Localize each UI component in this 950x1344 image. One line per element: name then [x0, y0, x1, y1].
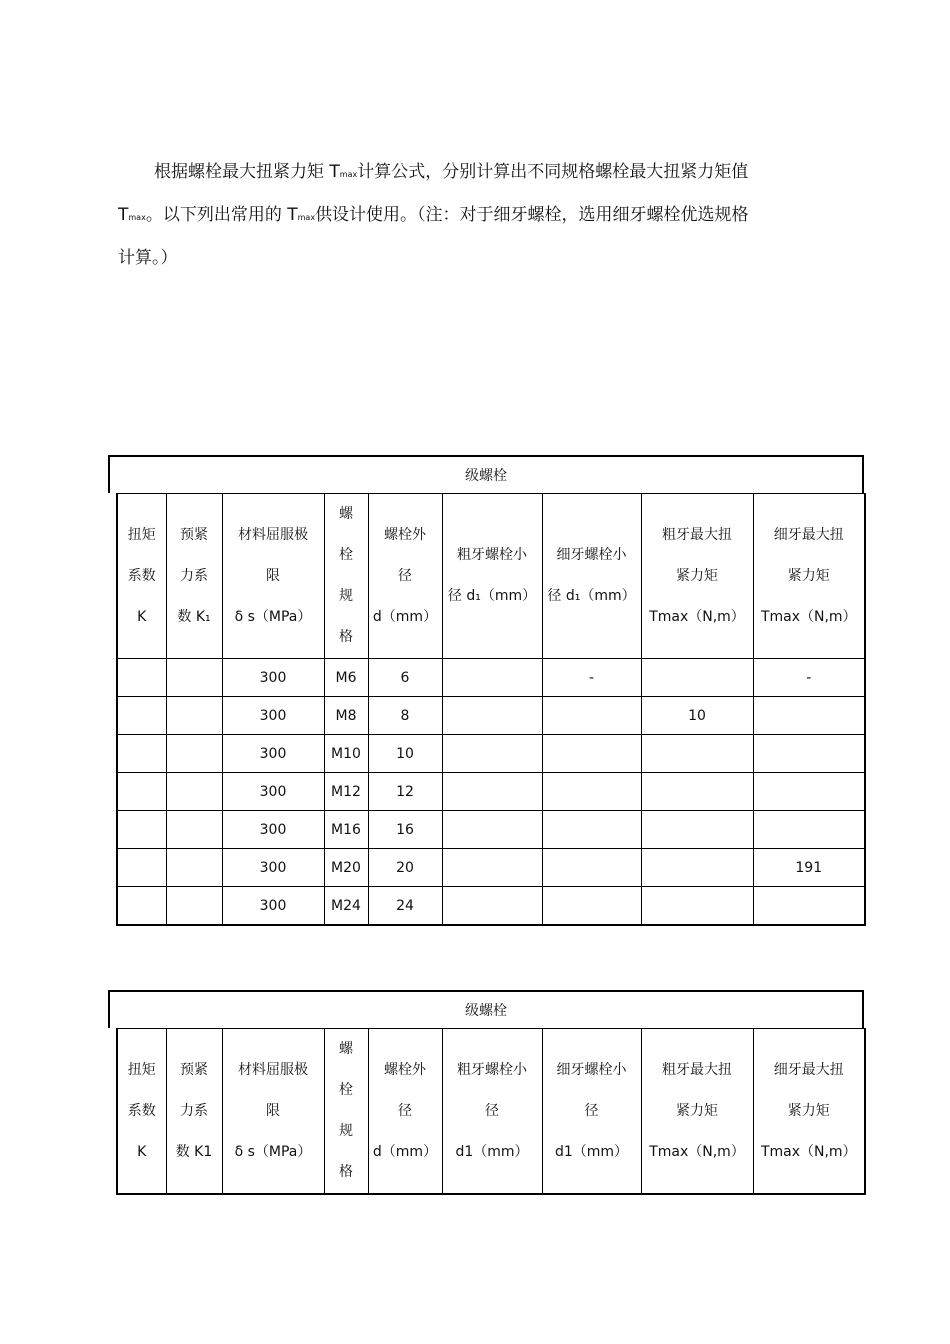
header-line: 规	[339, 588, 353, 604]
header-line: 径 d₁（mm）	[447, 588, 537, 604]
cell-fine-max-torque	[753, 773, 865, 811]
cell-yield-limit: 300	[222, 659, 324, 697]
header-line: 扭矩	[127, 1061, 156, 1078]
cell-bolt-spec: M24	[324, 887, 368, 926]
header-line: 粗牙螺栓小	[457, 1061, 527, 1078]
cell-preload-coefficient	[166, 849, 222, 887]
table1-title: 级螺栓	[108, 455, 864, 493]
cell-preload-coefficient	[166, 735, 222, 773]
cell-outer-diameter: 24	[368, 887, 442, 926]
cell-preload-coefficient	[166, 773, 222, 811]
header-line: Tmax（N,m）	[760, 1143, 857, 1160]
cell-outer-diameter: 8	[368, 697, 442, 735]
cell-coarse-max-torque	[641, 773, 753, 811]
intro-line2-a: T	[118, 205, 129, 225]
cell-fine-minor-diameter	[542, 887, 641, 926]
header-line: K	[137, 608, 147, 625]
header-line: 力系	[180, 1102, 208, 1119]
table2-header-preload-coefficient	[166, 1029, 222, 1195]
table-row	[117, 697, 865, 735]
cell-outer-diameter: 16	[368, 811, 442, 849]
intro-line1-sub: max	[339, 170, 358, 179]
cell-coarse-minor-diameter	[442, 887, 542, 926]
header-line: 细牙最大扭	[773, 1061, 844, 1078]
table1-header-coarse-minor-diameter	[442, 494, 542, 659]
header-line: 规	[339, 1123, 353, 1139]
header-line: 系数	[127, 567, 156, 584]
cell-fine-max-torque	[753, 887, 865, 926]
header-line: 力系	[180, 567, 208, 584]
header-line: 格	[339, 629, 353, 645]
cell-coarse-max-torque: 10	[641, 697, 753, 735]
cell-preload-coefficient	[166, 887, 222, 926]
header-line: 细牙最大扭	[773, 526, 844, 543]
cell-coarse-minor-diameter	[442, 735, 542, 773]
cell-bolt-spec: M12	[324, 773, 368, 811]
header-line: 预紧	[180, 526, 208, 543]
cell-bolt-spec: M10	[324, 735, 368, 773]
intro-line2-c: 供设计使用。（注：对于细牙螺栓，选用细牙螺栓优选规格	[315, 205, 749, 225]
table1-header-torque-coefficient	[117, 494, 166, 659]
header-line: Tmax（N,m）	[649, 608, 745, 625]
table-row	[117, 887, 865, 926]
cell-bolt-spec: M20	[324, 849, 368, 887]
header-line: d1（mm）	[455, 1143, 529, 1160]
cell-outer-diameter: 20	[368, 849, 442, 887]
table1-header-bolt-spec	[324, 494, 368, 659]
header-line: K	[137, 1143, 147, 1160]
header-line: d（mm）	[372, 608, 438, 625]
cell-fine-minor-diameter	[542, 697, 641, 735]
table2-header-torque-coefficient	[117, 1029, 166, 1195]
header-line: 材料屈服极	[238, 1061, 308, 1078]
cell-torque-coefficient	[117, 773, 166, 811]
intro-line2-b: 。以下列出常用的 T	[145, 205, 298, 225]
header-line: 限	[266, 1102, 280, 1119]
table-row	[117, 811, 865, 849]
cell-outer-diameter: 6	[368, 659, 442, 697]
cell-fine-minor-diameter	[542, 849, 641, 887]
cell-coarse-minor-diameter	[442, 659, 542, 697]
cell-fine-minor-diameter	[542, 811, 641, 849]
intro-line2-sub1: max	[128, 213, 146, 222]
cell-coarse-minor-diameter	[442, 849, 542, 887]
table2-header-bolt-spec	[324, 1029, 368, 1195]
header-line: 细牙螺栓小	[556, 1061, 627, 1078]
table1-header-fine-minor-diameter	[542, 494, 641, 659]
table-row	[117, 849, 865, 887]
intro-line3: 计算。）	[118, 248, 178, 268]
cell-fine-max-torque	[753, 697, 865, 735]
header-line: d1（mm）	[554, 1143, 629, 1160]
cell-bolt-spec: M6	[324, 659, 368, 697]
cell-preload-coefficient	[166, 659, 222, 697]
header-line: 螺	[339, 506, 353, 522]
header-line: 粗牙最大扭	[662, 526, 732, 543]
header-line: δ s（MPa）	[234, 1143, 312, 1160]
intro-paragraph	[118, 152, 838, 279]
cell-torque-coefficient	[117, 887, 166, 926]
cell-preload-coefficient	[166, 811, 222, 849]
bolt-table-1	[108, 455, 864, 926]
header-line: 系数	[127, 1102, 156, 1119]
cell-coarse-minor-diameter	[442, 773, 542, 811]
cell-yield-limit: 300	[222, 811, 324, 849]
cell-coarse-minor-diameter	[442, 811, 542, 849]
cell-fine-max-torque	[753, 811, 865, 849]
cell-bolt-spec: M16	[324, 811, 368, 849]
cell-preload-coefficient	[166, 697, 222, 735]
table2-header-coarse-minor-diameter	[442, 1029, 542, 1195]
cell-torque-coefficient	[117, 659, 166, 697]
intro-line1-b: 计算公式，分别计算出不同规格螺栓最大扭紧力矩值	[357, 162, 749, 182]
header-line: 螺	[339, 1041, 353, 1057]
cell-yield-limit: 300	[222, 735, 324, 773]
cell-torque-coefficient	[117, 849, 166, 887]
cell-outer-diameter: 12	[368, 773, 442, 811]
cell-torque-coefficient	[117, 735, 166, 773]
header-line: 螺栓外	[384, 526, 426, 543]
cell-coarse-max-torque	[641, 735, 753, 773]
cell-coarse-max-torque	[641, 659, 753, 697]
header-line: 紧力矩	[787, 1102, 830, 1119]
cell-coarse-max-torque	[641, 849, 753, 887]
cell-coarse-max-torque	[641, 811, 753, 849]
header-line: 限	[266, 567, 280, 584]
table-row	[117, 773, 865, 811]
header-line: 径	[584, 1102, 599, 1119]
header-line: 紧力矩	[676, 567, 718, 584]
cell-fine-minor-diameter	[542, 735, 641, 773]
cell-coarse-max-torque	[641, 887, 753, 926]
table2-header-coarse-max-torque	[641, 1029, 753, 1195]
header-line: 紧力矩	[787, 567, 830, 584]
table1-header-coarse-max-torque	[641, 494, 753, 659]
intro-line2-sub2: max	[297, 213, 316, 222]
table2-header-fine-minor-diameter	[542, 1029, 641, 1195]
header-line: δ s（MPa）	[234, 608, 312, 625]
cell-outer-diameter: 10	[368, 735, 442, 773]
table1-body	[117, 659, 865, 926]
table-row	[117, 659, 865, 697]
table2-header-yield-limit	[222, 1029, 324, 1195]
header-line: 螺栓外	[384, 1061, 426, 1078]
header-line: Tmax（N,m）	[649, 1143, 745, 1160]
cell-fine-max-torque	[753, 735, 865, 773]
header-line: 栓	[339, 547, 353, 563]
header-line: 径 d₁（mm）	[547, 588, 636, 604]
cell-yield-limit: 300	[222, 887, 324, 926]
header-line: 粗牙最大扭	[662, 1061, 732, 1078]
header-line: 数 K1	[175, 1143, 213, 1160]
header-line: 栓	[339, 1082, 353, 1098]
header-line: 格	[339, 1164, 353, 1180]
table-row	[117, 735, 865, 773]
header-line: 粗牙螺栓小	[457, 547, 527, 563]
table2-header-row	[117, 1029, 865, 1195]
cell-fine-max-torque: 191	[753, 849, 865, 887]
table2-title: 级螺栓	[108, 990, 864, 1028]
header-line: 紧力矩	[676, 1102, 718, 1119]
table2-header-fine-max-torque	[753, 1029, 865, 1195]
header-line: 预紧	[180, 1061, 208, 1078]
table1-grid	[116, 493, 866, 926]
header-line: 径	[398, 1102, 412, 1119]
bolt-table-2	[108, 990, 864, 1195]
cell-yield-limit: 300	[222, 697, 324, 735]
header-line: Tmax（N,m）	[760, 608, 857, 625]
header-line: 径	[398, 567, 412, 584]
cell-torque-coefficient	[117, 811, 166, 849]
intro-line1-a: 根据螺栓最大扭紧力矩 T	[154, 162, 340, 182]
table1-header-row	[117, 494, 865, 659]
cell-yield-limit: 300	[222, 773, 324, 811]
cell-fine-minor-diameter	[542, 773, 641, 811]
table1-header-fine-max-torque	[753, 494, 865, 659]
table1-header-yield-limit	[222, 494, 324, 659]
header-line: 数 K₁	[177, 608, 211, 625]
table1-header-preload-coefficient	[166, 494, 222, 659]
cell-yield-limit: 300	[222, 849, 324, 887]
cell-bolt-spec: M8	[324, 697, 368, 735]
cell-fine-max-torque: -	[753, 659, 865, 697]
cell-coarse-minor-diameter	[442, 697, 542, 735]
table1-header-outer-diameter	[368, 494, 442, 659]
cell-torque-coefficient	[117, 697, 166, 735]
table2-grid	[116, 1028, 866, 1195]
header-line: 径	[485, 1102, 499, 1119]
header-line: d（mm）	[372, 1143, 438, 1160]
header-line: 扭矩	[127, 526, 156, 543]
cell-fine-minor-diameter: -	[542, 659, 641, 697]
header-line: 细牙螺栓小	[556, 547, 627, 563]
header-line: 材料屈服极	[238, 526, 308, 543]
table2-header-outer-diameter	[368, 1029, 442, 1195]
